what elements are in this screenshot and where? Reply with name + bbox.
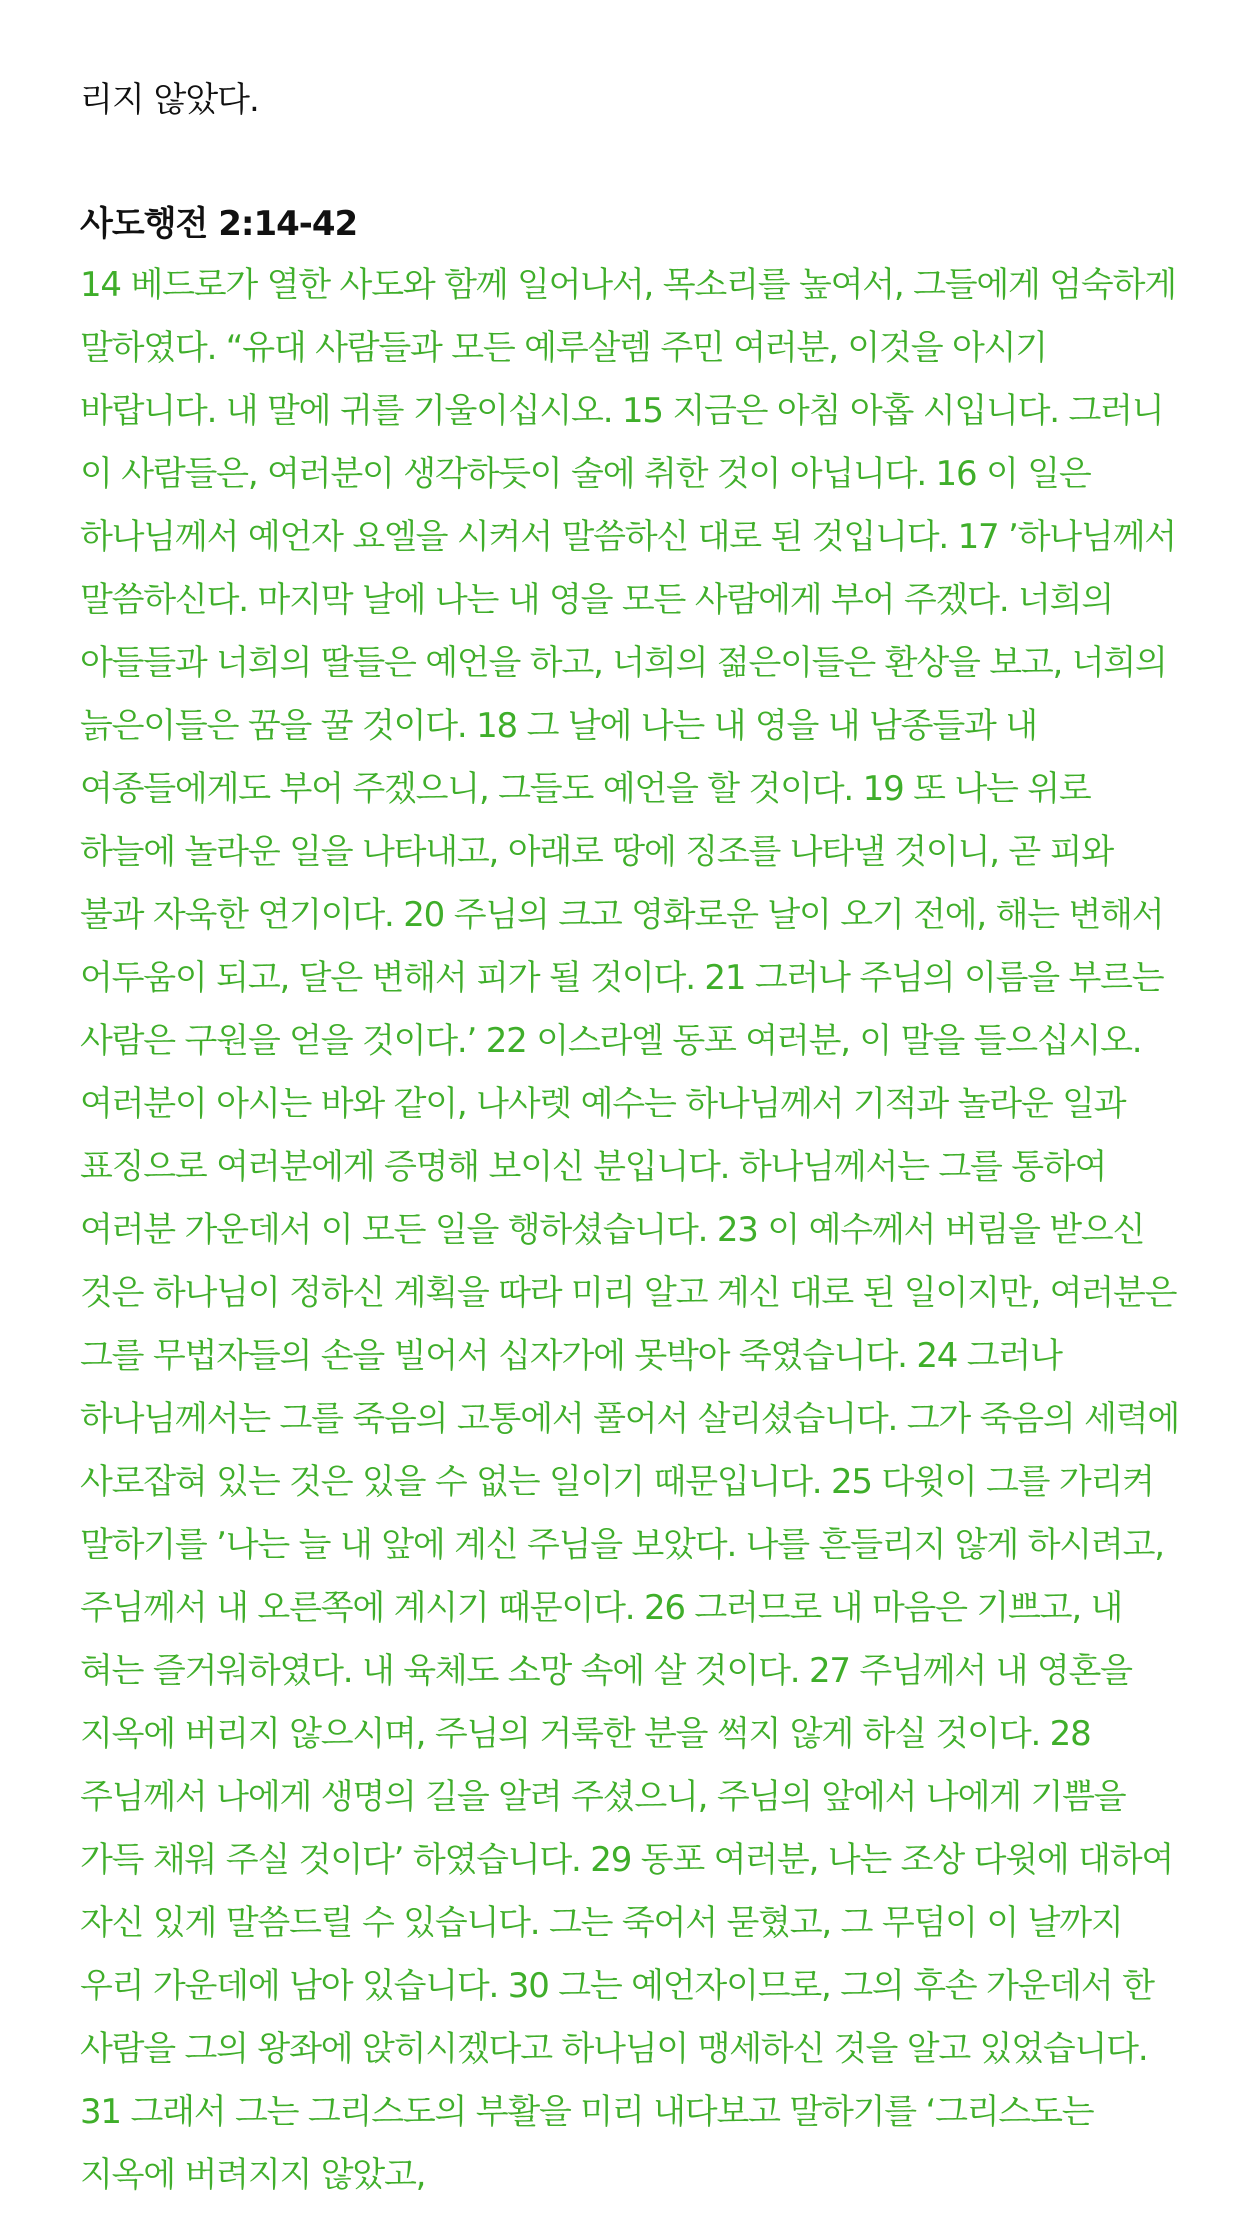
scripture-passage-text: 14 베드로가 열한 사도와 함께 일어나서, 목소리를 높여서, 그들에게 엄숙하게 말하였다. “유대 사람들과 모든 예루살렘 주민 여러분, 이것을 아시기 바랍니다. 내 말에 귀를 기울이십시오. 15 지금은 아침 아홉 시입니다. 그러니 이 사람들은, 여러분이 생각하듯이 술에 취한 것이 아닙니다. 16 이 일은 하나님께서 예언자 요엘을 시켜서 말씀하신 대로 된 것입니다. 17 ’하나님께서 말씀하신다. 마지막 날에 나는 내 영을 모든 사람에게 부어 주겠다. 너희의 아들들과 너희의 딸들은 예언을 하고, 너희의 젊은이들은 환상을 보고, 너희의 늙은이들은 꿈을 꿀 것이다. 18 그 날에 나는 내 영을 내 남종들과 내 여종들에게도 부어 주겠으니, 그들도 예언을 할 것이다. 19 또 나는 위로 하늘에 놀라운 일을 나타내고, 아래로 땅에 징조를 나타낼 것이니, 곧 피와 불과 자욱한 연기이다. 20 주님의 크고 영화로운 날이 오기 전에, 해는 변해서 어두움이 되고, 달은 변해서 피가 될 것이다. 21 그러나 주님의 이름을 부르는 사람은 구원을 얻을 것이다.’ 22 이스라엘 동포 여러분, 이 말을 들으십시오. 여러분이 아시는 바와 같이, 나사렛 예수는 하나님께서 기적과 놀라운 일과 표징으로 여러분에게 증명해 보이신 분입니다. 하나님께서는 그를 통하여 여러분 가운데서 이 모든 일을 행하셨습니다. 23 이 예수께서 버림을 받으신 것은 하나님이 정하신 계획을 따라 미리 알고 계신 대로 된 일이지만, 여러분은 그를 무법자들의 손을 빌어서 십자가에 못박아 죽였습니다. 24 그러나 하나님께서는 그를 죽음의 고통에서 풀어서 살리셨습니다. 그가 죽음의 세력에 사로잡혀 있는 것은 있을 수 없는 일이기 때문입니다. 25 다윗이 그를 가리켜 말하기를 ’나는 늘 내 앞에 계신 주님을 보았다. 나를 흔들리지 않게 하시려고, 주님께서 내 오른쪽에 계시기 때문이다. 26 그러므로 내 마음은 기쁘고, 내 혀는 즐거워하였다. 내 육체도 소망 속에 살 것이다. 27 주님께서 내 영혼을 지옥에 버리지 않으시며, 주님의 거룩한 분을 썩지 않게 하실 것이다. 28 주님께서 나에게 생명의 길을 알려 주셨으니, 주님의 앞에서 나에게 기쁨을 가득 채워 주실 것이다’ 하였습니다. 29 동포 여러분, 나는 조상 다윗에 대하여 자신 있게 말씀드릴 수 있습니다. 그는 죽어서 묻혔고, 그 무덤이 이 날까지 우리 가운데에 남아 있습니다. 30 그는 예언자이므로, 그의 후손 가운데서 한 사람을 그의 왕좌에 앉히시겠다고 하나님이 맹세하신 것을 알고 있었습니다. 31 그래서 그는 그리스도의 부활을 미리 내다보고 말하기를 ‘그리스도는 지옥에 버려지지 않았고, [80, 265, 1180, 2195]
previous-passage-ending: 리지 않았다. [80, 80, 259, 120]
passage-reference-heading: 사도행전 2:14-42 [80, 204, 358, 244]
